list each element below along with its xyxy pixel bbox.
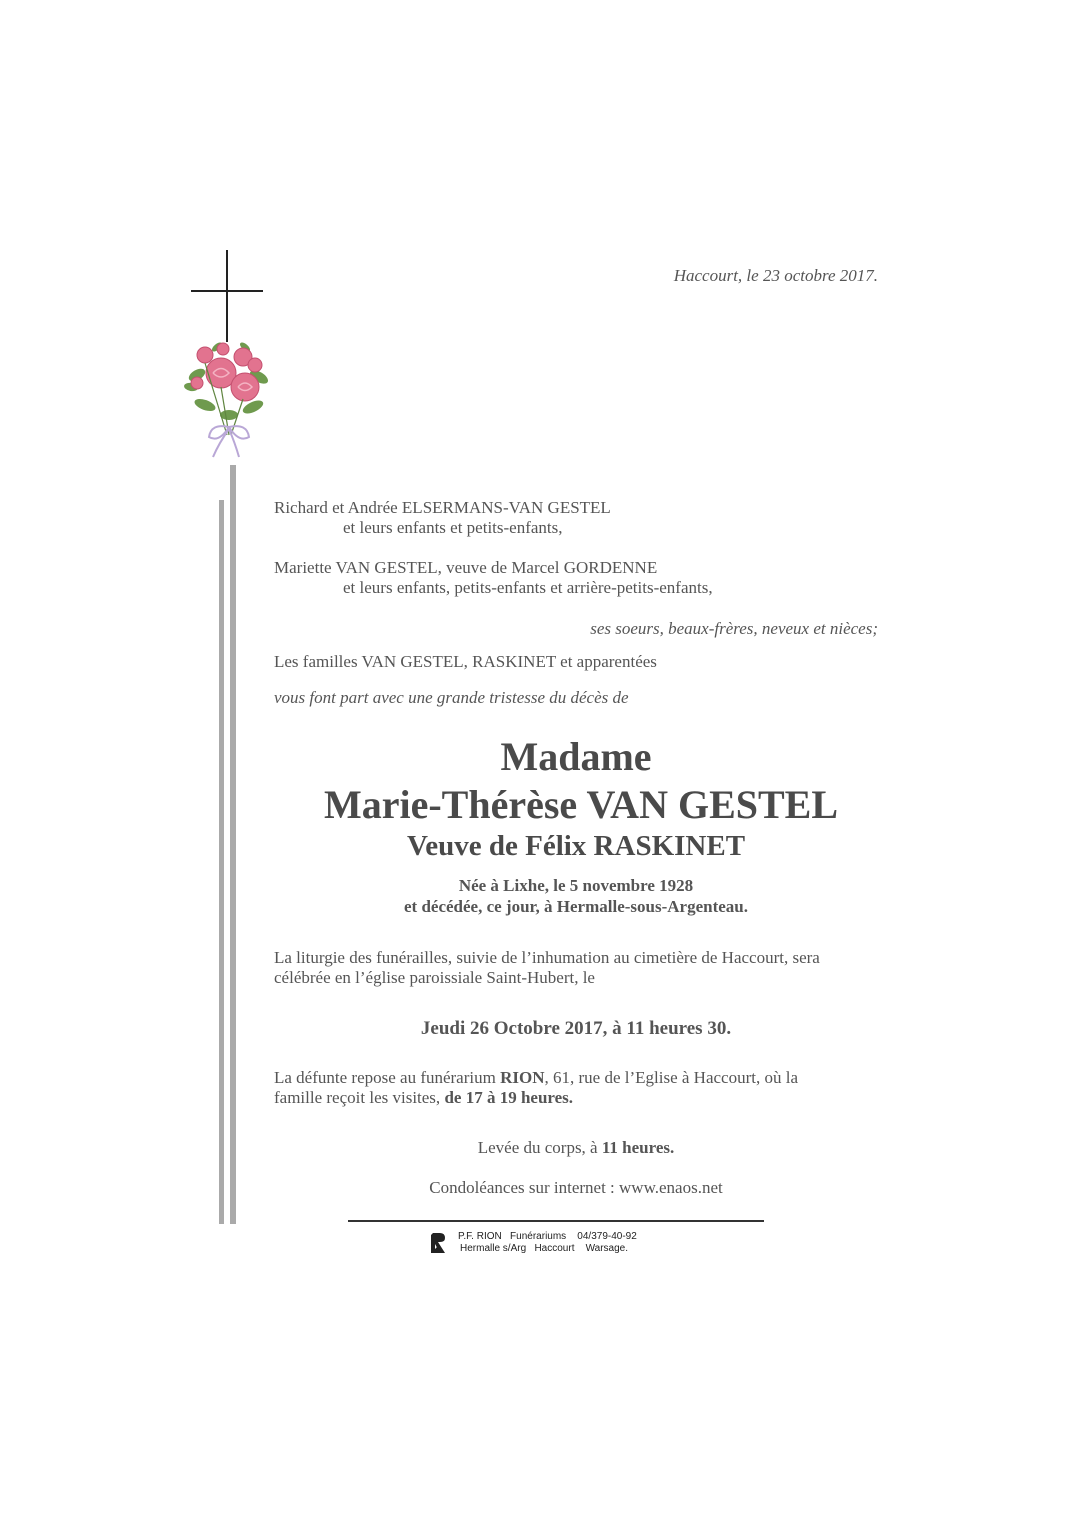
levee-b: 11 heures. — [601, 1138, 675, 1157]
levee-a: Levée du corps, à — [477, 1138, 602, 1157]
rest-line-2-a: famille reçoit les visites, — [274, 1088, 445, 1107]
rest-line-2 — [274, 1088, 573, 1108]
deceased-title: Madame — [500, 734, 652, 779]
ceremony-line-1: La liturgie des funérailles, suivie de l’inhumation au cimetière de Haccourt, sera — [274, 948, 820, 967]
levee-line — [0, 1138, 1074, 1158]
rest-line-2-b: de 17 à 19 heures. — [444, 1088, 574, 1107]
family-line-3: Mariette VAN GESTEL, veuve de Marcel GORDENNE — [274, 558, 658, 577]
family-line-6: Les familles VAN GESTEL, RASKINET et apparentées — [274, 652, 657, 671]
family-line-5: ses soeurs, beaux-frères, neveux et nièces; — [590, 619, 878, 638]
deceased-spouse: Veuve de Félix RASKINET — [406, 830, 746, 862]
family-line-2: et leurs enfants et petits-enfants, — [343, 518, 563, 537]
footer-line-2: Hermalle s/Arg Haccourt Warsage. — [460, 1243, 629, 1254]
family-line-4: et leurs enfants, petits-enfants et arrière-petits-enfants, — [343, 578, 713, 597]
ceremony-line-2: célébrée en l’église paroissiale Saint-Hubert, le — [274, 968, 595, 987]
date-line: Haccourt, le 23 octobre 2017. — [673, 266, 878, 285]
condolences-line: Condoléances sur internet : www.enaos.net — [429, 1178, 723, 1197]
birth-line: Née à Lixhe, le 5 novembre 1928 — [458, 876, 694, 895]
footer-rule — [348, 1220, 764, 1222]
cross-horizontal — [191, 290, 263, 292]
rose-bouquet-icon — [183, 335, 275, 460]
funeral-home-logo-icon — [429, 1232, 449, 1254]
rest-line-1-a: La défunte repose au funérarium — [274, 1068, 501, 1087]
death-line: et décédée, ce jour, à Hermalle-sous-Argenteau. — [404, 897, 748, 916]
rest-line-1-c: , 61, rue de l’Eglise à Haccourt, où la — [544, 1068, 798, 1087]
footer-line-1: P.F. RION Funérariums 04/379-40-92 — [458, 1231, 637, 1242]
deceased-name: Marie-Thérèse VAN GESTEL — [323, 782, 839, 827]
rest-line-1 — [274, 1068, 798, 1088]
family-line-1: Richard et Andrée ELSERMANS-VAN GESTEL — [274, 498, 611, 517]
rest-line-1-b: RION — [500, 1068, 545, 1087]
ceremony-date: Jeudi 26 Octobre 2017, à 11 heures 30. — [420, 1018, 732, 1039]
cross-vertical — [226, 250, 228, 342]
family-line-7: vous font part avec une grande tristesse du décès de — [274, 688, 629, 707]
